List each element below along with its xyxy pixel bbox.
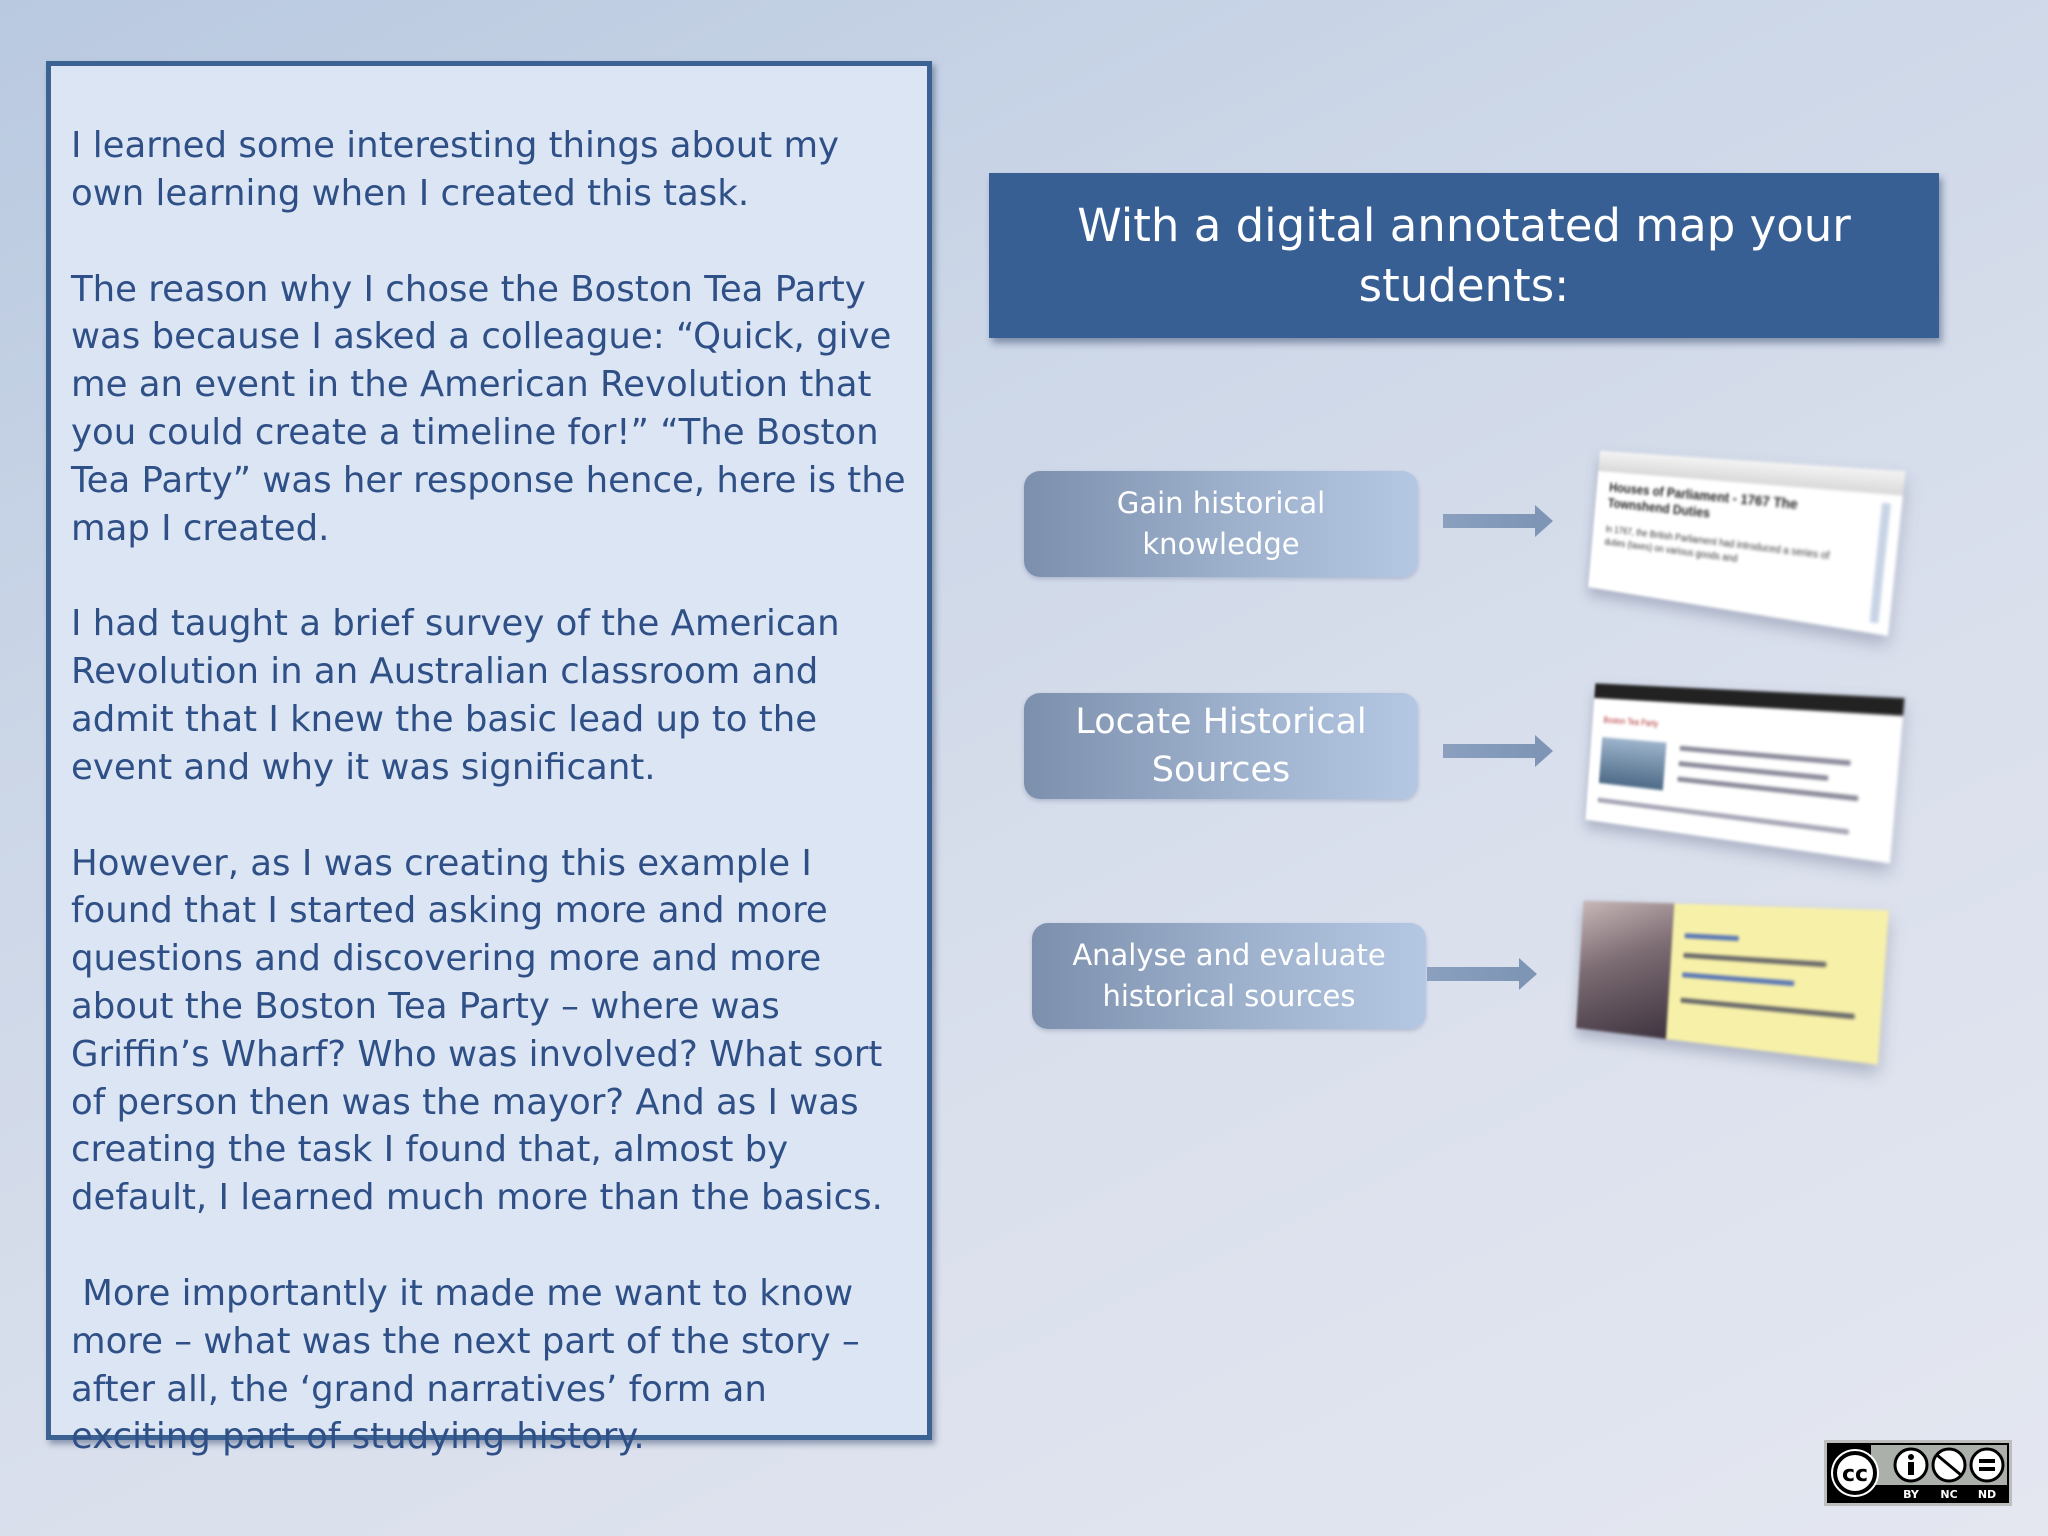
thumbnail-annotation-popup (1588, 451, 1905, 636)
feature-label-line1: Locate Historical (1075, 702, 1367, 742)
feature-label-line2: knowledge (1142, 527, 1300, 561)
paragraph-5: More importantly it made me want to know more – what was the next part of the story – after all, the ‘grand narratives’ form an exciting part of studying history. (71, 1272, 872, 1458)
feature-locate-sources (1024, 693, 1418, 799)
thumbnail-image (1599, 737, 1667, 790)
thumbnail-text-line (1677, 777, 1858, 802)
paragraph-2: The reason why I chose the Boston Tea Party was because I asked a colleague: “Quick, give me an event in the American Revolution that you could create a timeline for!” “The Boston Tea Party” was her response hence, here is the map I created. (71, 268, 917, 549)
thumbnail-heading: Boston Tea Party (1603, 715, 1659, 729)
thumbnail-title: Houses of Parliament - 1767 The Townshend Duties (1607, 479, 1799, 521)
thumbnail-web-page (1585, 683, 1904, 863)
feature-label-line2: historical sources (1102, 979, 1356, 1013)
feature-label-line1: Gain historical (1116, 486, 1326, 520)
cc-nc-label: NC (1940, 1488, 1958, 1501)
thumbnail-text-line (1597, 798, 1849, 835)
thumbnail-painting-and-notes (1576, 901, 1889, 1065)
cc-license-icon (1827, 1443, 2009, 1503)
arrow-right-icon (1443, 514, 1537, 528)
cc-nd-label: ND (1977, 1488, 1997, 1501)
paragraph-3: I had taught a brief survey of the American Revolution in an Australian classroom and admit that I knew the basic lead up to the event and why it was significant. (71, 603, 851, 788)
thumbnail-snippet: In 1767, the British Parliament had introduced a series of duties (taxes) on various goods and (1604, 524, 1830, 565)
thumbnail-text-line (1678, 761, 1828, 781)
cc-by-label: BY (1903, 1488, 1919, 1501)
feature-analyse-sources (1032, 923, 1426, 1029)
feature-gain-knowledge (1024, 471, 1418, 577)
thumbnail-scrollbar (1870, 503, 1891, 624)
thumbnail-text-line (1684, 933, 1739, 941)
paragraph-4: However, as I was creating this example I found that I started asking more and more questions and discovering more and more about the Boston Tea Party – where was Griffin’s Wharf? Who was involved? What sort of person then was the mayor? And as I was creating the task I found that, almost by default, I learned much more than the basics. (71, 842, 894, 1219)
title-text: With a digital annotated map your students: (1077, 198, 1851, 312)
text-panel (46, 61, 932, 1458)
thumbnail-text-line (1682, 972, 1795, 986)
feature-label-line2: Sources (1151, 750, 1291, 790)
cc-text: cc (1841, 1462, 1869, 1487)
title-box (989, 173, 1939, 338)
thumbnail-text-line (1683, 953, 1826, 967)
thumbnail-browser-bar (1594, 683, 1904, 716)
arrow-right-icon (1443, 744, 1537, 758)
thumbnail-painting-image (1576, 901, 1674, 1039)
arrow-right-icon (1427, 967, 1521, 981)
cc-license-badge (1824, 1440, 2012, 1506)
paragraph-1: I learned some interesting things about my own learning when I created this task. (71, 125, 851, 214)
feature-label-line1: Analyse and evaluate (1072, 938, 1386, 972)
thumbnail-text-line (1680, 998, 1855, 1020)
